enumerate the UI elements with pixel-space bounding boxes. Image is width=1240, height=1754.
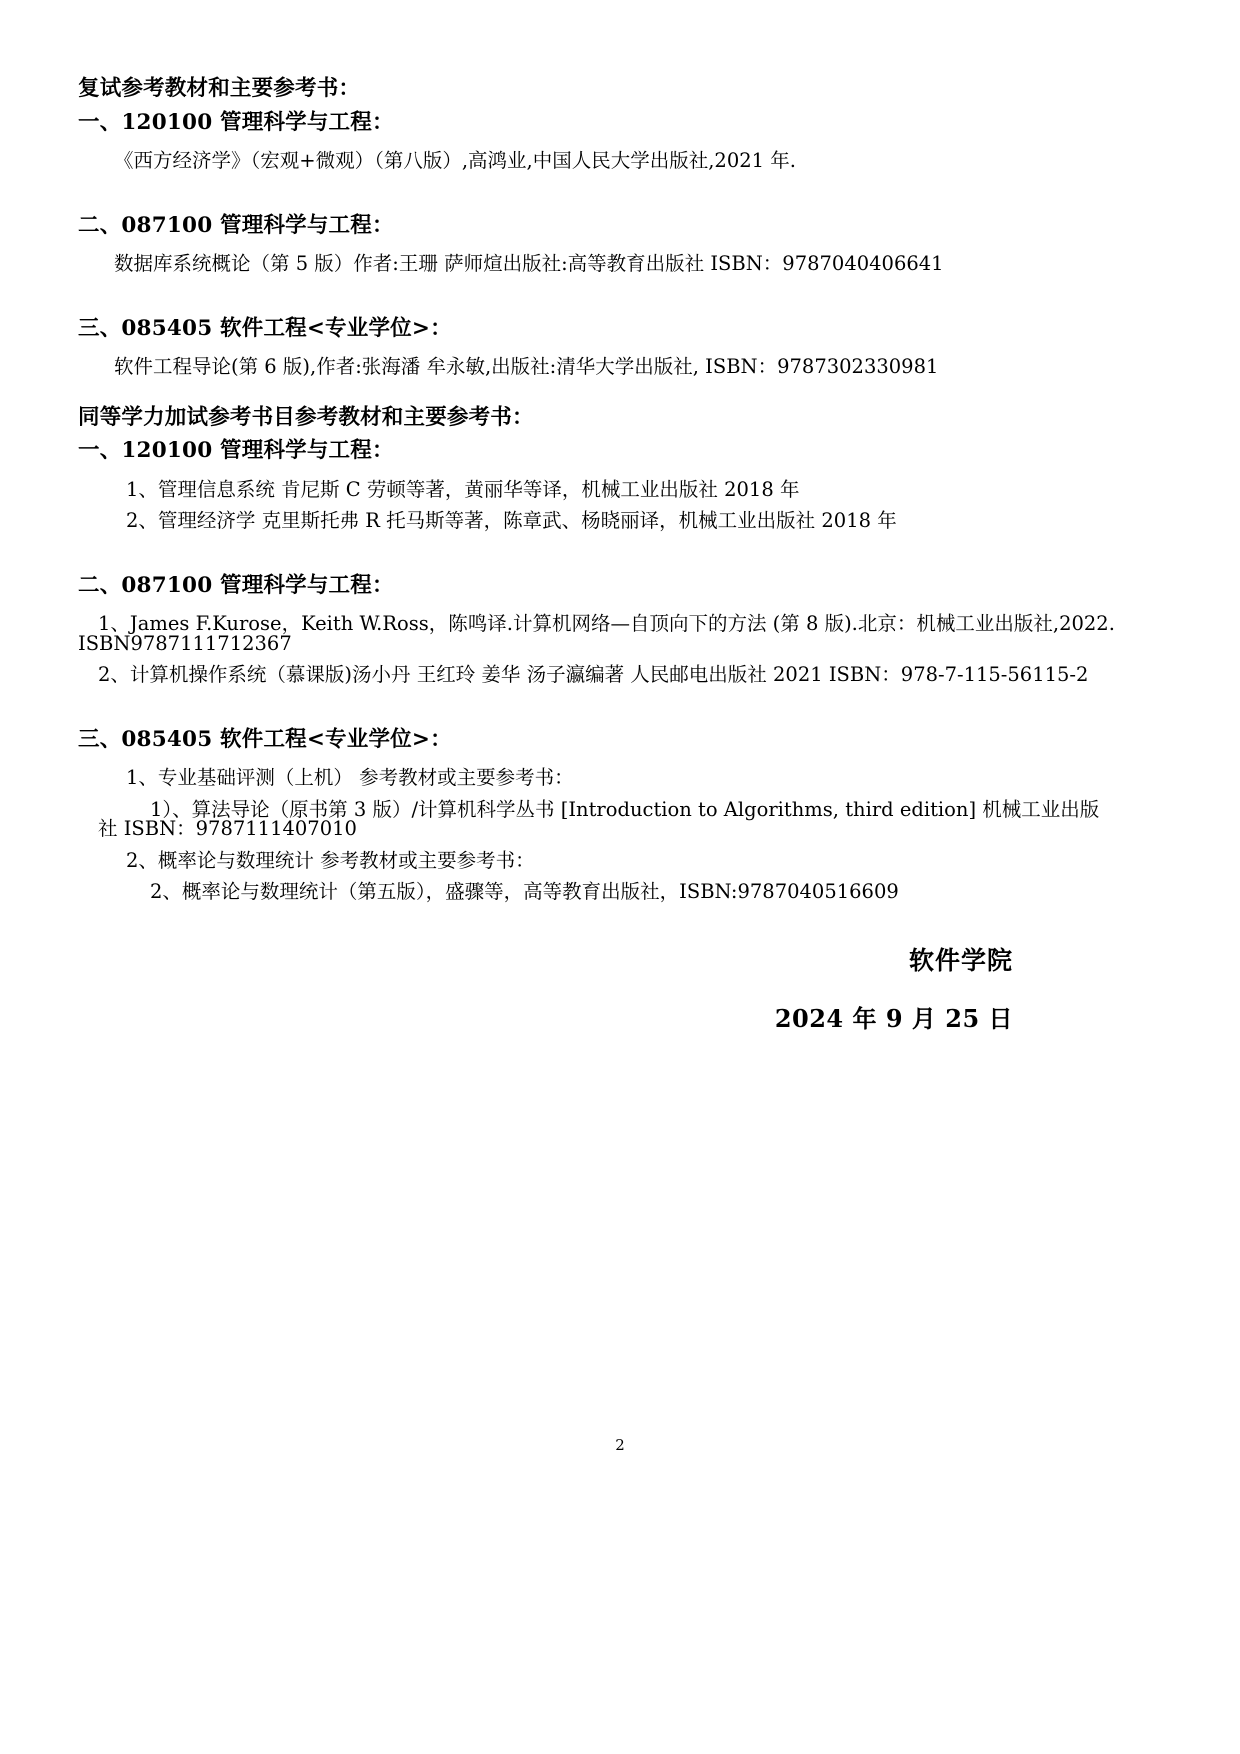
equivalent-section-3-item-4: 2、概率论与数理统计 参考教材或主要参考书：	[126, 848, 535, 872]
signature-department: 软件学院	[908, 945, 1013, 975]
equivalent-section-1-item-2: 2、管理经济学 克里斯托弗 R 托马斯等著，陈章武、杨晓丽译，机械工业出版社 2018 年	[126, 509, 897, 532]
page-number: 2	[615, 1436, 625, 1454]
equivalent-section-3-item-5: 2、概率论与数理统计（第五版），盛骤等，高等教育出版社，ISBN:9787040516609	[150, 880, 899, 903]
equivalent-title: 同等学力加试参考书目参考教材和主要参考书：	[78, 404, 534, 430]
retest-section-2-heading: 二、087100 管理科学与工程：	[78, 212, 394, 238]
equivalent-section-2-item-3: 2、计算机操作系统（慕课版)汤小丹 王红玲 姜华 汤子瀛编著 人民邮电出版社 2021 ISBN：978-7-115-56115-2	[98, 663, 1089, 686]
signature-block	[78, 945, 1138, 1033]
equivalent-section-3-heading: 三、085405 软件工程<专业学位>：	[78, 726, 452, 752]
retest-section-1-heading: 一、120100 管理科学与工程：	[78, 109, 394, 135]
equivalent-section-1-heading: 一、120100 管理科学与工程：	[78, 438, 394, 463]
equivalent-section-3-item-3: 社 ISBN：9787111407010	[98, 817, 357, 840]
equivalent-section-1-item-1: 1、管理信息系统 肯尼斯 C 劳顿等著，黄丽华等译，机械工业出版社 2018 年	[126, 477, 800, 501]
equivalent-section-3-item-2: 1）、算法导论（原书第 3 版）/计算机科学丛书 [Introduction to Algorithms, third edition] 机械工业出版	[150, 797, 1100, 821]
retest-section-3-item-1: 软件工程导论(第 6 版),作者:张海潘 牟永敏,出版社:清华大学出版社, ISBN：9787302330981	[114, 355, 939, 378]
equivalent-section-3-item-1: 1、专业基础评测（上机） 参考教材或主要参考书：	[126, 766, 574, 789]
document-body	[78, 78, 1138, 1031]
equivalent-section-2-item-1: 1、James F.Kurose，Keith W.Ross，陈鸣译.计算机网络—自顶向下的方法 (第 8 版).北京：机械工业出版社,2022.	[98, 612, 1115, 635]
retest-section-2-item-1: 数据库系统概论（第 5 版）作者:王珊 萨师煊出版社:高等教育出版社 ISBN：9787040406641	[114, 252, 944, 275]
retest-section-1-item-1: 《西方经济学》（宏观+微观）（第八版）,高鸿业,中国人民大学出版社,2021 年.	[114, 149, 796, 172]
equivalent-section-2-item-2: ISBN9787111712367	[78, 631, 292, 655]
retest-title: 复试参考教材和主要参考书：	[78, 76, 361, 101]
equivalent-section-2-heading: 二、087100 管理科学与工程：	[78, 572, 394, 598]
signature-date: 2024 年 9 月 25 日	[774, 1003, 1013, 1033]
retest-section-3-heading: 三、085405 软件工程<专业学位>：	[78, 315, 452, 341]
